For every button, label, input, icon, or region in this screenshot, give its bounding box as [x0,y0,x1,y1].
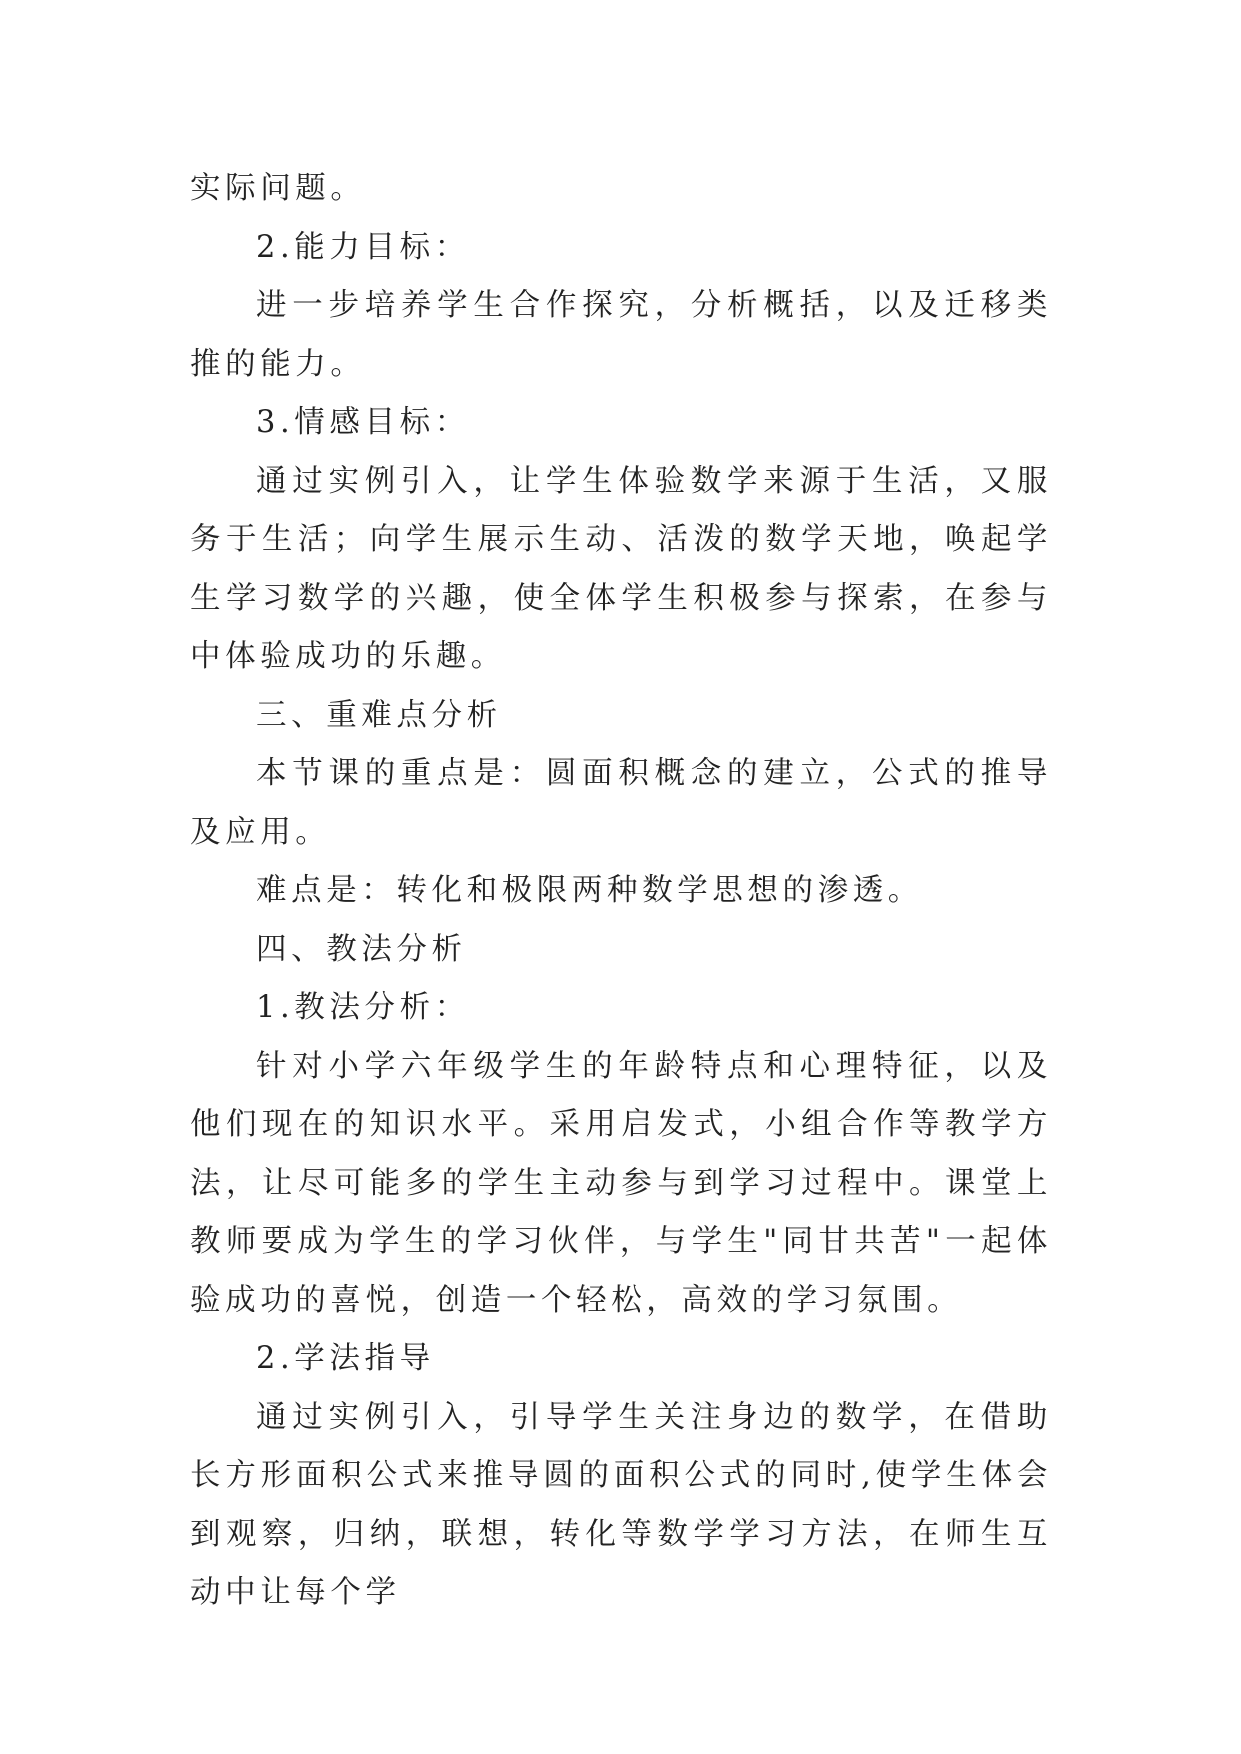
paragraph-2: 2.能力目标： [256,229,470,265]
paragraph-4: 3.情感目标： [256,405,470,440]
paragraph-3: 进一步培养学生合作探究，分析概括，以及迁移类推的能力。 [190,288,1052,382]
paragraph-12: 2.学法指导 [256,1341,435,1376]
paragraph-8: 难点是：转化和极限两种数学思想的渗透。 [256,873,923,908]
paragraph-11: 针对小学六年级学生的年龄特点和心理特征，以及他们现在的知识水平。采用启发式，小组合作等教学方法，让尽可能多的学生主动参与到学习过程中。课堂上教师要成为学生的学习伙伴，与学生"同甘共苦"一起体验成功的喜悦，创造一个轻松，高效的学习氛围。 [190,1048,1052,1318]
paragraph-7: 本节课的重点是：圆面积概念的建立，公式的推导及应用。 [190,756,1052,850]
document-body [190,160,1052,1623]
paragraph-5: 通过实例引入，让学生体验数学来源于生活，又服务于生活；向学生展示生动、活泼的数学天地，唤起学生学习数学的兴趣，使全体学生积极参与探索，在参与中体验成功的乐趣。 [190,463,1052,674]
paragraph-10: 1.教法分析： [256,990,470,1025]
paragraph-1: 实际问题。 [190,171,366,206]
section-heading-4: 四、教法分析 [256,931,467,967]
section-heading-3: 三、重难点分析 [256,697,502,733]
paragraph-13: 通过实例引入，引导学生关注身边的数学，在借助长方形面积公式来推导圆的面积公式的同时,使学生体会到观察，归纳，联想，转化等数学学习方法，在师生互动中让每个学 [190,1399,1052,1610]
